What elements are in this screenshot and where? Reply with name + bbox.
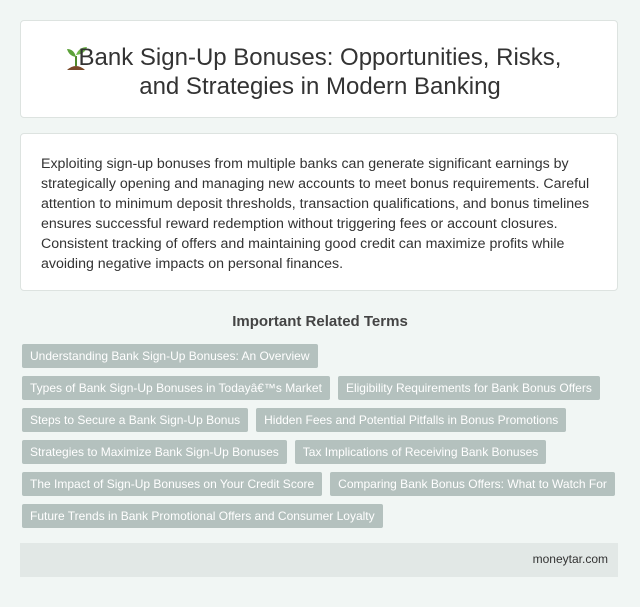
related-term-tag[interactable]: Tax Implications of Receiving Bank Bonuses	[295, 440, 546, 464]
tag-row	[22, 440, 622, 464]
related-term-tag[interactable]: Understanding Bank Sign-Up Bonuses: An Overview	[22, 344, 318, 368]
related-term-tag[interactable]: Strategies to Maximize Bank Sign-Up Bonuses	[22, 440, 287, 464]
header-card	[20, 20, 618, 118]
tag-row	[22, 504, 622, 528]
tag-row	[22, 472, 622, 496]
page-title-line-1: Bank Sign-Up Bonuses: Opportunities, Risks,	[78, 44, 562, 71]
related-terms-heading: Important Related Terms	[232, 313, 408, 330]
related-term-tag[interactable]: Eligibility Requirements for Bank Bonus Offers	[338, 376, 600, 400]
title-wrap	[21, 43, 619, 101]
summary-text: Exploiting sign-up bonuses from multiple banks can generate significant earnings by strategically opening and managing new accounts to meet bonus requirements. Careful attention to minimum deposit thresholds, transaction qualifications, and bonus timelines ensures successful reward redemption without triggering fees or account closures. Consistent tracking of offers and maintaining good credit can maximize profits while avoiding negative impacts on personal finances.	[41, 156, 590, 272]
related-terms-list	[22, 344, 622, 536]
page-title-line-2: and Strategies in Modern Banking	[139, 73, 501, 100]
related-term-tag[interactable]: Hidden Fees and Potential Pitfalls in Bonus Promotions	[256, 408, 566, 432]
related-term-tag[interactable]: Types of Bank Sign-Up Bonuses in Todayâ€™s Market	[22, 376, 330, 400]
related-term-tag[interactable]: Future Trends in Bank Promotional Offers and Consumer Loyalty	[22, 504, 383, 528]
related-term-tag[interactable]: Comparing Bank Bonus Offers: What to Watch For	[330, 472, 615, 496]
page-title	[21, 43, 619, 101]
tag-row	[22, 376, 622, 400]
tag-row	[22, 408, 622, 432]
footer-site-link[interactable]: moneytar.com	[532, 552, 608, 566]
footer	[20, 543, 618, 577]
summary-card	[20, 133, 618, 291]
related-term-tag[interactable]: The Impact of Sign-Up Bonuses on Your Credit Score	[22, 472, 322, 496]
tag-row	[22, 344, 622, 368]
related-term-tag[interactable]: Steps to Secure a Bank Sign-Up Bonus	[22, 408, 248, 432]
